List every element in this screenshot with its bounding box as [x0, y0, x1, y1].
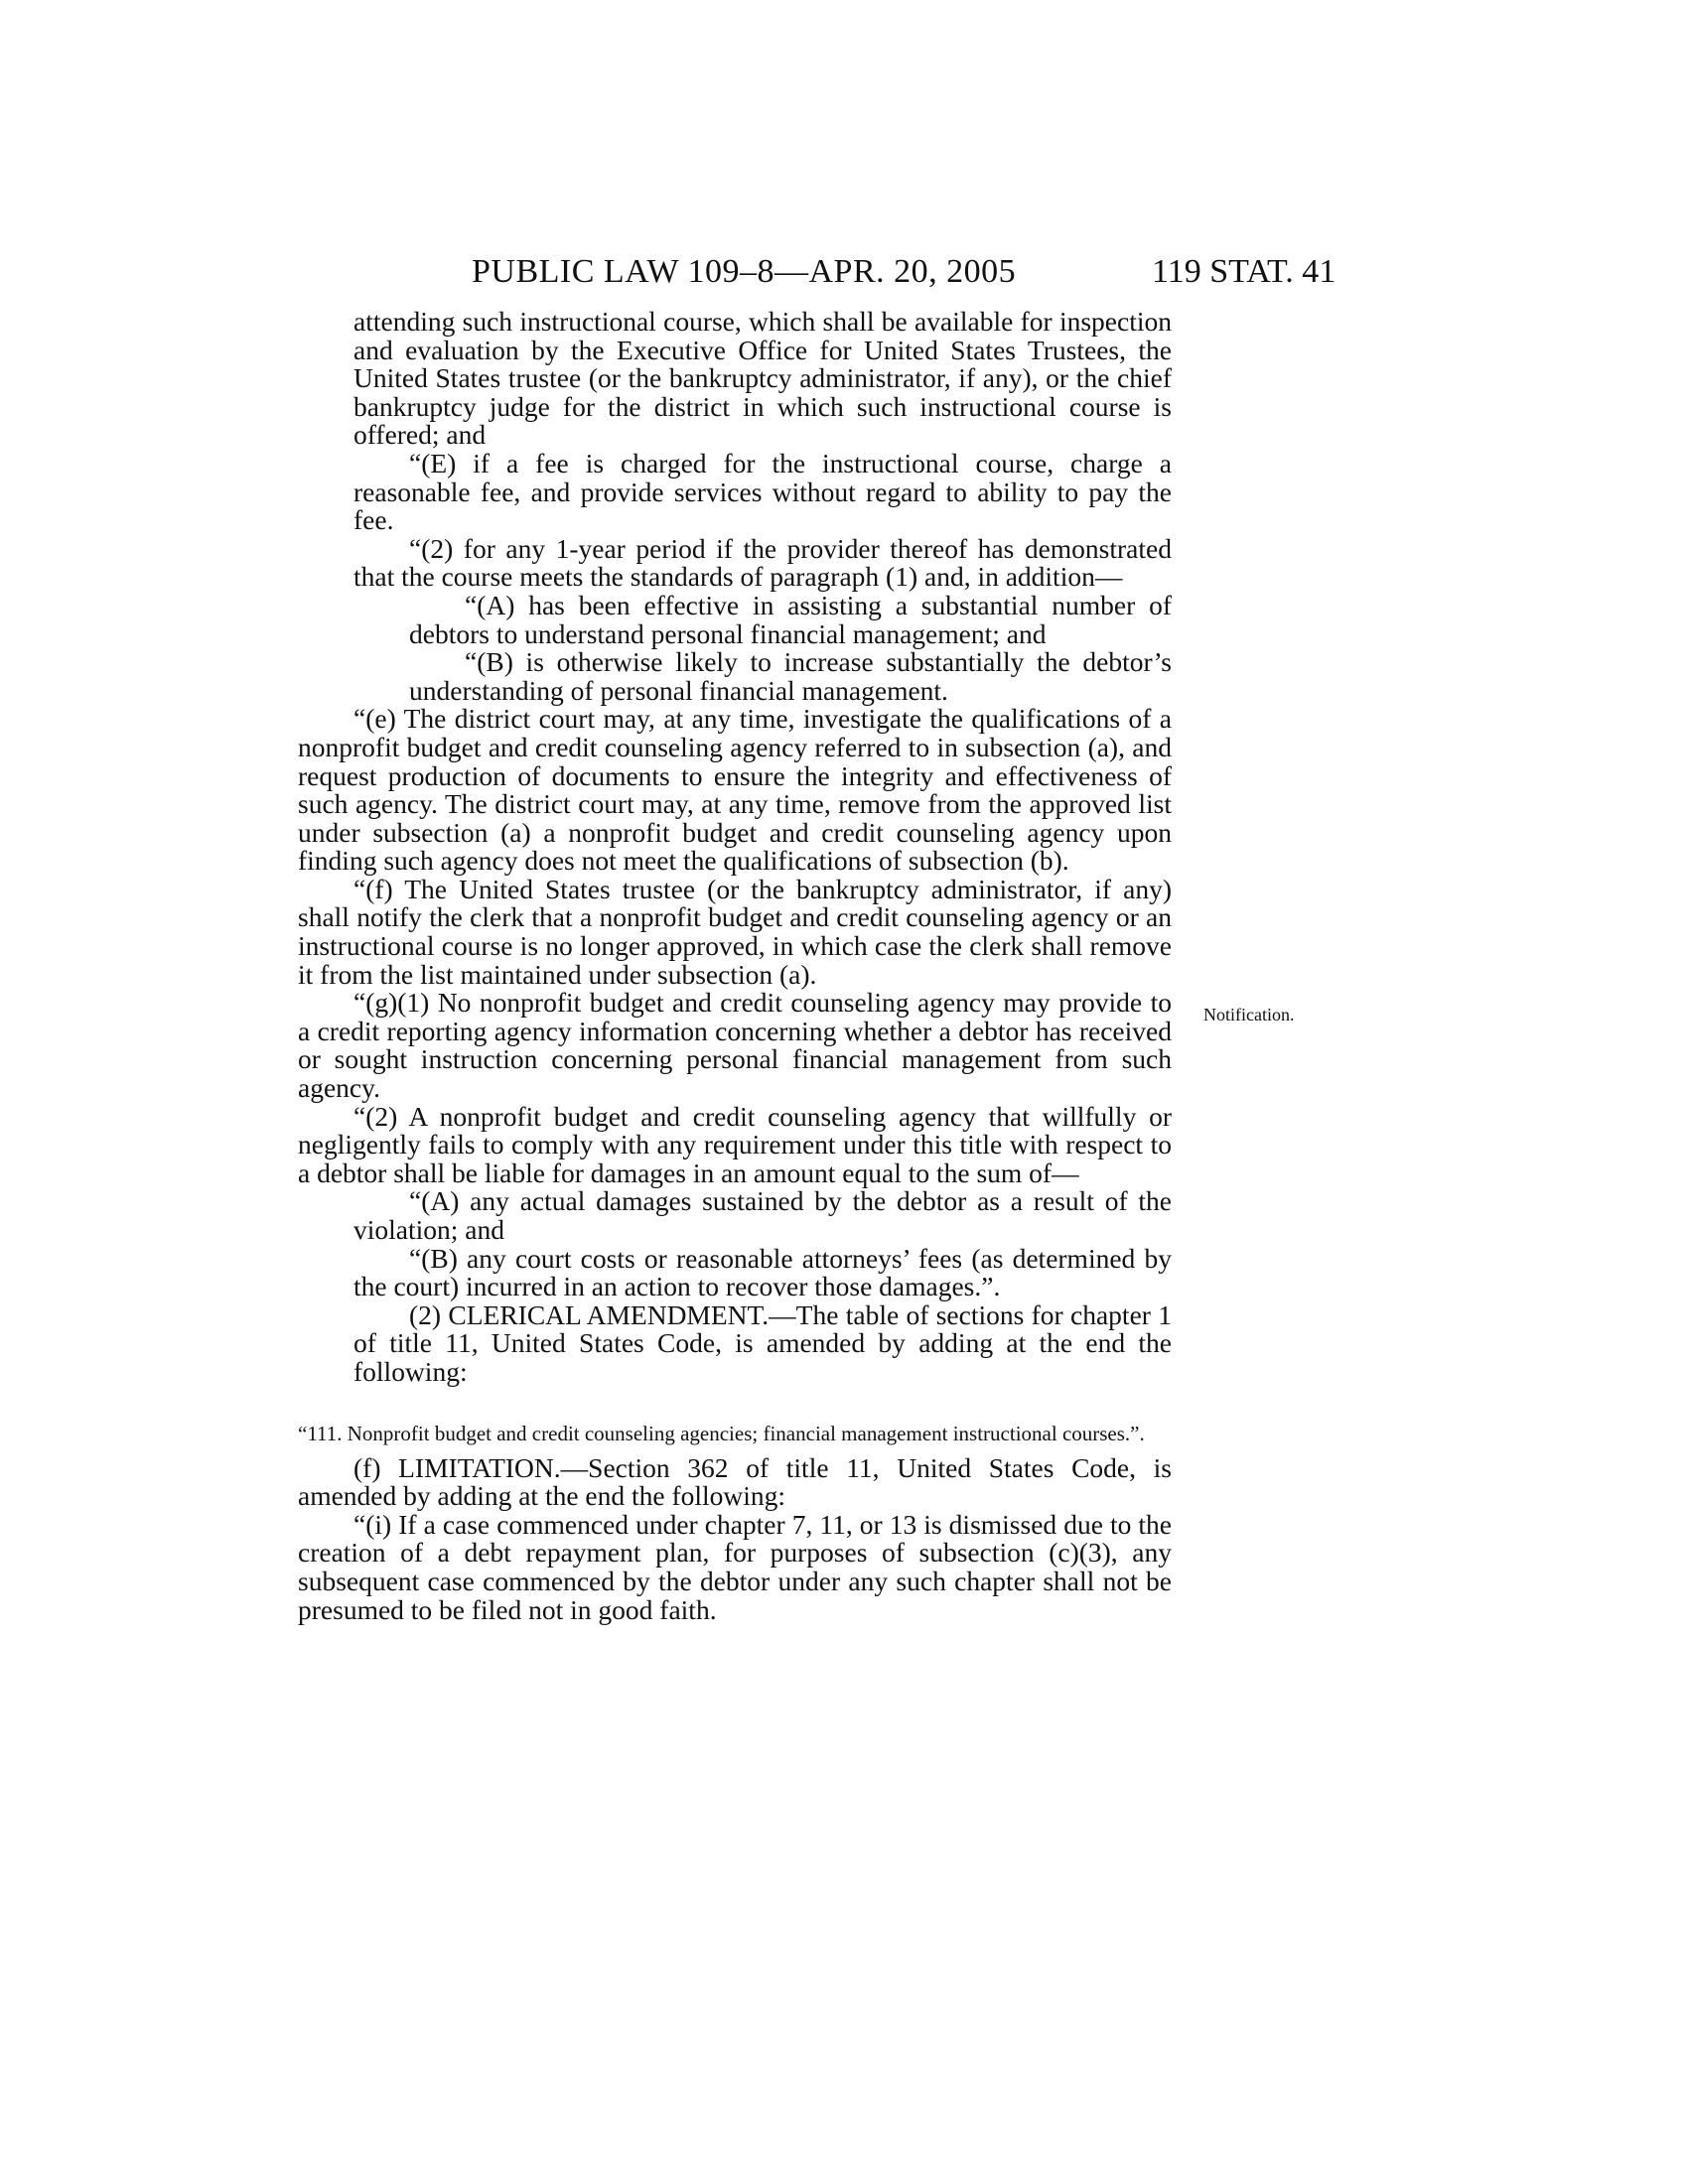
paragraph-B: “(B) is otherwise likely to increase substantially the debtor’s understanding of personal financial management.	[409, 646, 1172, 706]
subsection-g2: “(2) A nonprofit budget and credit counseling agency that willfully or negligently fails to comply with any requirement under this title with respect to a debtor shall be liable for damages in an amount equal to the sum of—	[298, 1100, 1172, 1188]
paragraph-A: “(A) has been effective in assisting a substantial number of debtors to understand personal financial management; and	[409, 589, 1172, 649]
subsection-e: “(e) The district court may, at any time, investigate the qualifications of a nonprofit budget and credit counseling agency referred to in subsection (a), and request production of documents to ensure the integrity and effectiveness of such agency. The district court may, at any time, remove from the approved list under subsection (a) a nonprofit budget and credit counseling agency upon finding such agency does not meet the qualifications of subsection (b).	[298, 703, 1172, 877]
subsection-i: “(i) If a case commenced under chapter 7, 11, or 13 is dismissed due to the creation of a debt repayment plan, for purposes of subsection (c)(3), any subsequent case commenced by the debtor under any such chapter shall not be presumed to be filed not in good faith.	[298, 1508, 1172, 1625]
clause-A: “(A) any actual damages sustained by the debtor as a result of the violation; and	[353, 1185, 1172, 1245]
page-header-title: PUBLIC LAW 109–8—APR. 20, 2005	[472, 253, 1017, 290]
page-number: 119 STAT. 41	[1152, 253, 1336, 290]
clause-B: “(B) any court costs or reasonable attorneys’ fees (as determined by the court) incurred in an action to recover those damages.”.	[353, 1242, 1172, 1302]
paragraph-continuation: attending such instructional course, which shall be available for inspection and evaluation by the Executive Office for United States Trustees, the United States trustee (or the bankruptcy administrator, if any), or the chief bankruptcy judge for the district in which such instructional course is offered; and	[353, 306, 1172, 451]
subsection-g1: “(g)(1) No nonprofit budget and credit counseling agency may provide to a credit reporting agency information concerning whether a debtor has received or sought instruction concerning personal financial management from such agency.	[298, 987, 1172, 1104]
limitation-paragraph: (f) LIMITATION.—Section 362 of title 11, United States Code, is amended by adding at the end the following:	[298, 1451, 1172, 1512]
margin-note: Notification.	[1203, 1005, 1295, 1024]
body-text	[298, 308, 1172, 1624]
subsection-f: “(f) The United States trustee (or the bankruptcy administrator, if any) shall notify the clerk that a nonprofit budget and credit counseling agency or an instructional course is no longer approved, in which case the clerk shall remove it from the list maintained under subsection (a).	[298, 873, 1172, 990]
table-of-sections-entry: “111. Nonprofit budget and credit counseling agencies; financial management instructional courses.”.	[298, 1421, 1145, 1445]
clerical-amendment: (2) CLERICAL AMENDMENT.—The table of sections for chapter 1 of title 11, United States Code, is amended by adding at the end the following:	[353, 1298, 1172, 1387]
paragraph-E: “(E) if a fee is charged for the instructional course, charge a reasonable fee, and provide services without regard to ability to pay the fee.	[353, 447, 1172, 536]
paragraph-2: “(2) for any 1-year period if the provider thereof has demonstrated that the course meets the standards of paragraph (1) and, in addition—	[353, 532, 1172, 593]
